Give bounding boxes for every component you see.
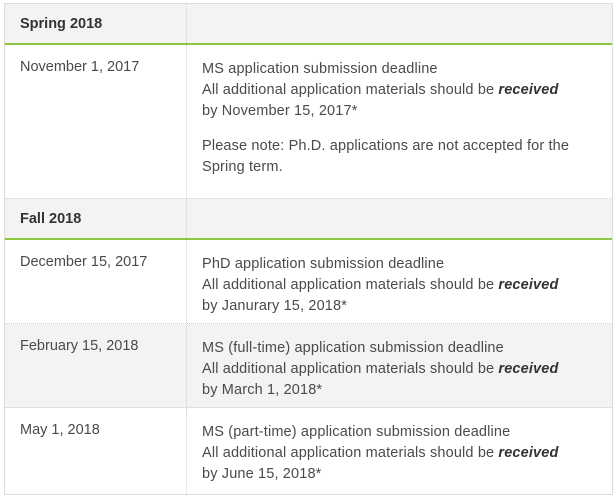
section-header-spring (5, 4, 612, 45)
table-row (5, 240, 612, 324)
table-row (5, 324, 612, 408)
deadline-title: PhD application submission deadline (202, 256, 445, 272)
deadline-description (187, 408, 612, 494)
materials-text: All additional application materials should be (202, 445, 499, 461)
spring-note: Please note: Ph.D. applications are not accepted for the Spring term. (202, 138, 570, 175)
deadline-description (187, 45, 612, 198)
received-emphasis: received (498, 445, 559, 461)
materials-text: All additional application materials should be (202, 361, 499, 377)
deadline-table (4, 3, 613, 495)
deadline-date: December 15, 2017 (5, 240, 187, 323)
received-emphasis: received (498, 277, 559, 293)
section-title: Fall 2018 (5, 199, 187, 238)
materials-due-date: by June 15, 2018* (202, 466, 322, 482)
materials-due-date: by March 1, 2018* (202, 382, 323, 398)
deadline-title: MS application submission deadline (202, 61, 438, 77)
deadline-date: November 1, 2017 (5, 45, 187, 198)
deadline-date: February 15, 2018 (5, 324, 187, 407)
deadline-title: MS (full-time) application submission deadline (202, 340, 504, 356)
received-emphasis: received (498, 82, 559, 98)
materials-text: All additional application materials should be (202, 277, 499, 293)
deadline-title: MS (part-time) application submission deadline (202, 424, 511, 440)
section-header-blank (187, 4, 612, 43)
section-title: Spring 2018 (5, 4, 187, 43)
materials-due-date: by Janurary 15, 2018* (202, 298, 348, 314)
table-row (5, 45, 612, 199)
section-header-blank (187, 199, 612, 238)
received-emphasis: received (498, 361, 559, 377)
deadline-description (187, 240, 612, 323)
deadline-date: May 1, 2018 (5, 408, 187, 494)
materials-due-date: by November 15, 2017* (202, 103, 358, 119)
section-header-fall (5, 199, 612, 240)
deadline-description (187, 324, 612, 407)
table-row (5, 408, 612, 494)
materials-text: All additional application materials should be (202, 82, 499, 98)
